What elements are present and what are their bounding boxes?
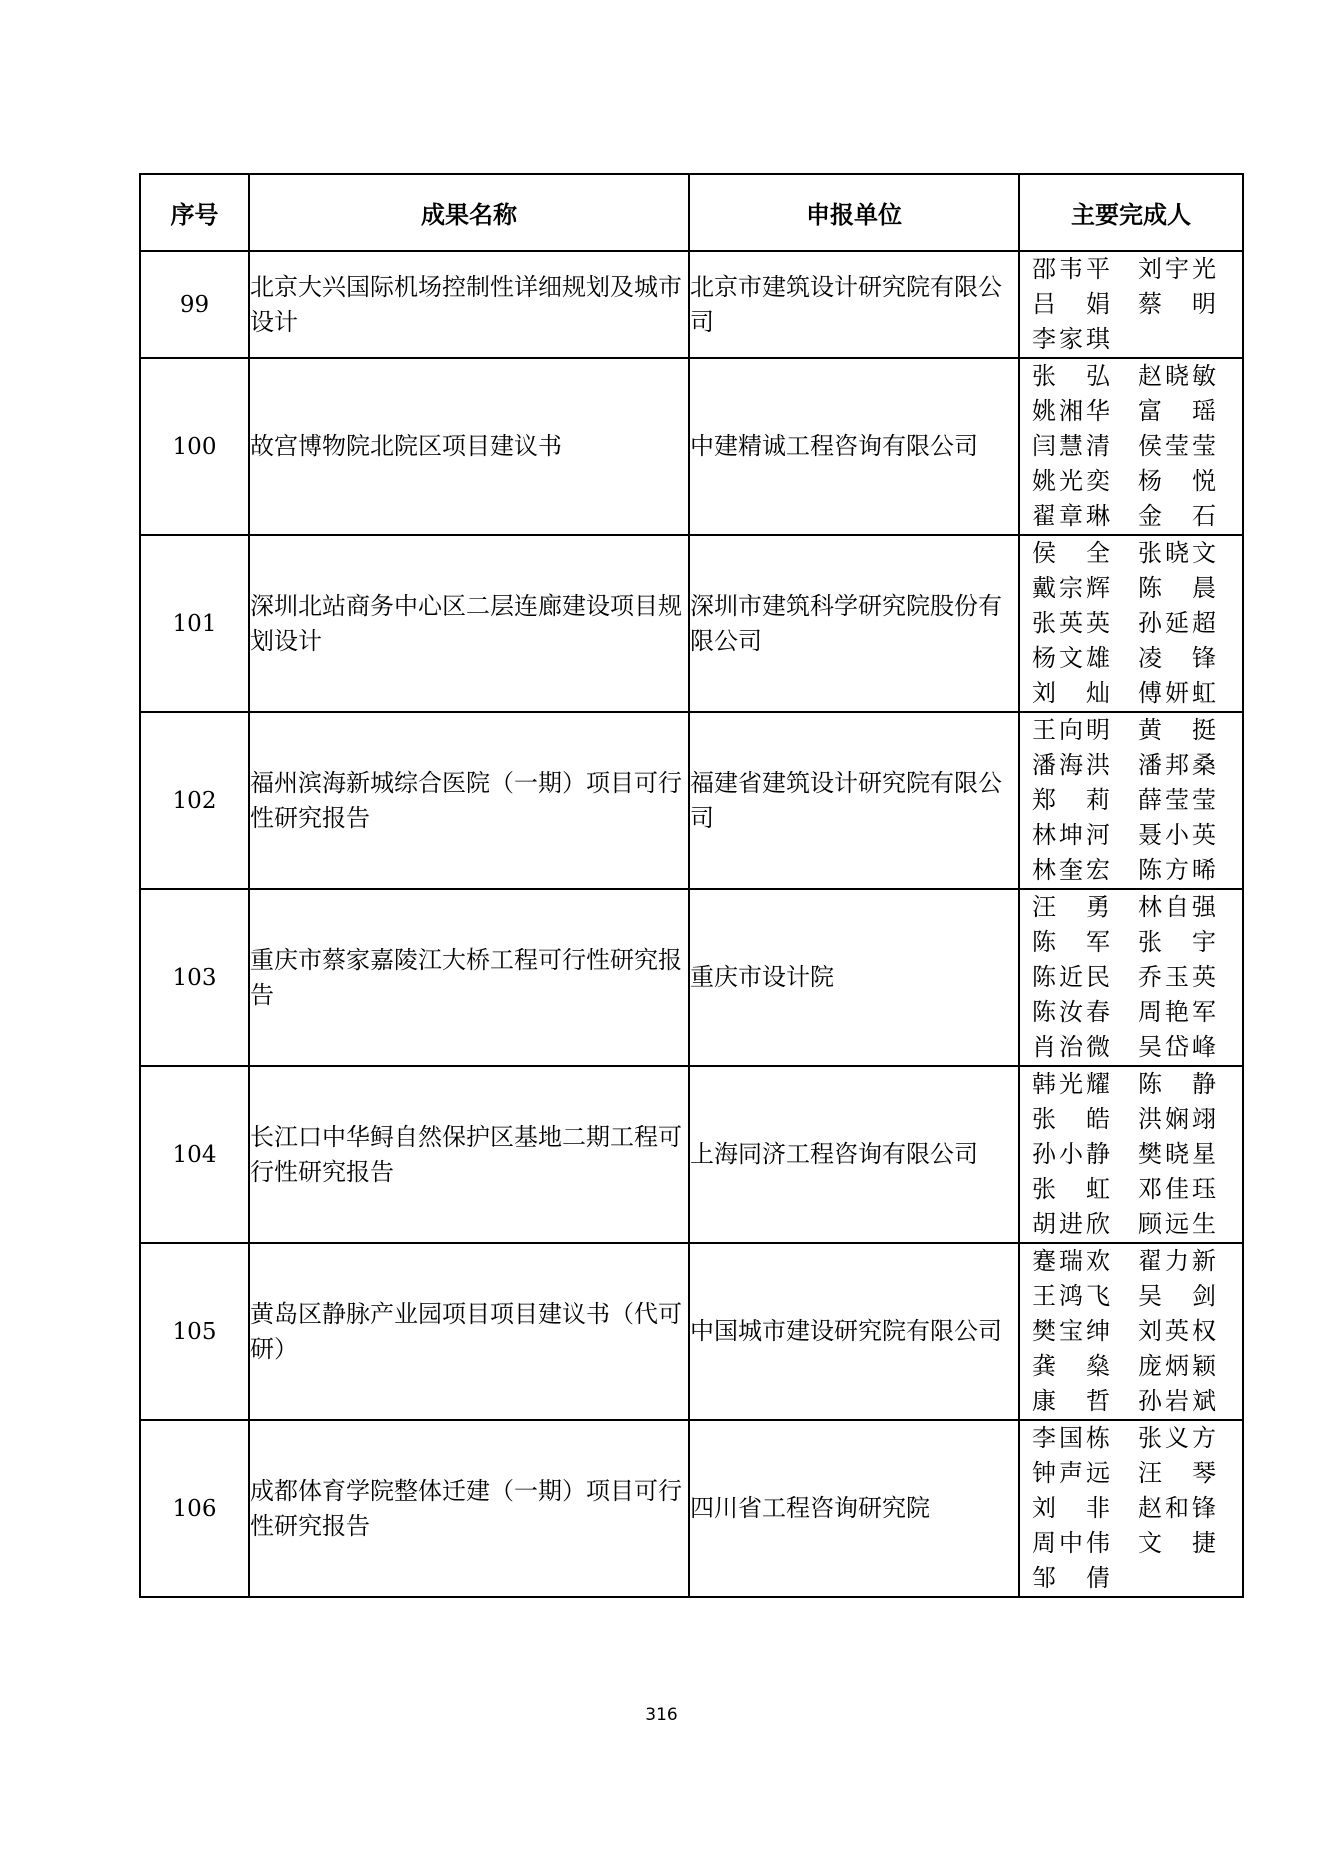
contributor-name: 陈方晞 bbox=[1138, 856, 1216, 884]
contributor-name: 邵韦平 bbox=[1032, 255, 1110, 283]
table-row bbox=[140, 1066, 1243, 1243]
contributor-name: 刘灿 bbox=[1032, 679, 1110, 707]
contributor-name: 孙小静 bbox=[1032, 1140, 1110, 1168]
contributor-name: 邹倩 bbox=[1032, 1564, 1110, 1592]
contributor-name: 潘海洪 bbox=[1032, 751, 1110, 779]
contributor-line bbox=[1020, 1172, 1242, 1207]
contributor-name: 刘非 bbox=[1032, 1494, 1110, 1522]
contributor-name: 王向明 bbox=[1032, 716, 1110, 744]
contributor-name: 金石 bbox=[1138, 502, 1216, 530]
contributor-name: 富瑶 bbox=[1138, 397, 1216, 425]
page-number: 316 bbox=[645, 1705, 678, 1725]
contributor-line bbox=[1020, 1207, 1242, 1242]
contributor-name: 陈汝春 bbox=[1032, 998, 1110, 1026]
contributor-name: 韩光耀 bbox=[1032, 1070, 1110, 1098]
contributor-line bbox=[1020, 1137, 1242, 1172]
contributor-name: 张弘 bbox=[1032, 362, 1110, 390]
contributor-name: 汪琴 bbox=[1138, 1459, 1216, 1487]
contributor-line bbox=[1020, 1244, 1242, 1279]
table-row bbox=[140, 358, 1243, 535]
contributor-line bbox=[1020, 1491, 1242, 1526]
contributor-name: 孙延超 bbox=[1138, 609, 1216, 637]
row-result-name: 福州滨海新城综合医院（一期）项目可行性研究报告 bbox=[249, 712, 689, 889]
table-row bbox=[140, 889, 1243, 1066]
contributor-line bbox=[1020, 571, 1242, 606]
contributor-line bbox=[1020, 960, 1242, 995]
contributor-name: 顾远生 bbox=[1138, 1210, 1216, 1238]
contributor-name: 蔡明 bbox=[1138, 290, 1216, 318]
row-serial: 106 bbox=[140, 1420, 249, 1597]
contributor-line bbox=[1020, 853, 1242, 888]
row-serial: 99 bbox=[140, 251, 249, 358]
row-contributors bbox=[1019, 1066, 1243, 1243]
contributor-line bbox=[1020, 713, 1242, 748]
contributor-line bbox=[1020, 394, 1242, 429]
contributor-name: 张英英 bbox=[1032, 609, 1110, 637]
contributor-name: 李家琪 bbox=[1032, 325, 1110, 353]
table-row bbox=[140, 535, 1243, 712]
contributor-line bbox=[1020, 606, 1242, 641]
contributor-line bbox=[1020, 890, 1242, 925]
contributor-name: 郑莉 bbox=[1032, 786, 1110, 814]
row-applicant-unit: 福建省建筑设计研究院有限公司 bbox=[689, 712, 1019, 889]
contributor-line bbox=[1020, 1421, 1242, 1456]
contributor-line bbox=[1020, 1279, 1242, 1314]
contributor-name: 王鸿飞 bbox=[1032, 1282, 1110, 1310]
contributor-name: 陈军 bbox=[1032, 928, 1110, 956]
row-serial: 103 bbox=[140, 889, 249, 1066]
contributor-name: 周艳军 bbox=[1138, 998, 1216, 1026]
row-result-name: 深圳北站商务中心区二层连廊建设项目规划设计 bbox=[249, 535, 689, 712]
header-applicant-unit: 申报单位 bbox=[689, 174, 1019, 251]
contributor-line bbox=[1020, 429, 1242, 464]
contributor-name: 邓佳珏 bbox=[1138, 1175, 1216, 1203]
row-result-name: 重庆市蔡家嘉陵江大桥工程可行性研究报告 bbox=[249, 889, 689, 1066]
table-row bbox=[140, 1243, 1243, 1420]
contributor-name: 刘英权 bbox=[1138, 1317, 1216, 1345]
contributor-line bbox=[1020, 252, 1242, 287]
contributor-line bbox=[1020, 748, 1242, 783]
contributor-line bbox=[1020, 287, 1242, 322]
contributor-line bbox=[1020, 641, 1242, 676]
contributor-name: 陈晨 bbox=[1138, 574, 1216, 602]
contributor-name: 肖治微 bbox=[1032, 1033, 1110, 1061]
row-result-name: 长江口中华鲟自然保护区基地二期工程可行性研究报告 bbox=[249, 1066, 689, 1243]
contributor-name: 庞炳颖 bbox=[1138, 1352, 1216, 1380]
row-result-name: 黄岛区静脉产业园项目项目建议书（代可研） bbox=[249, 1243, 689, 1420]
contributor-name: 聂小英 bbox=[1138, 821, 1216, 849]
table-row bbox=[140, 1420, 1243, 1597]
contributor-name: 林坤河 bbox=[1032, 821, 1110, 849]
row-result-name: 北京大兴国际机场控制性详细规划及城市设计 bbox=[249, 251, 689, 358]
contributor-name: 张义方 bbox=[1138, 1424, 1216, 1452]
row-contributors bbox=[1019, 535, 1243, 712]
contributor-name: 姚光奕 bbox=[1032, 467, 1110, 495]
row-applicant-unit: 上海同济工程咨询有限公司 bbox=[689, 1066, 1019, 1243]
contributor-name: 张晓文 bbox=[1138, 539, 1216, 567]
row-serial: 102 bbox=[140, 712, 249, 889]
table-header-row bbox=[140, 174, 1243, 251]
row-contributors bbox=[1019, 1243, 1243, 1420]
row-applicant-unit: 中国城市建设研究院有限公司 bbox=[689, 1243, 1019, 1420]
contributor-name: 吴岱峰 bbox=[1138, 1033, 1216, 1061]
row-contributors bbox=[1019, 712, 1243, 889]
row-applicant-unit: 深圳市建筑科学研究院股份有限公司 bbox=[689, 535, 1019, 712]
header-result-name: 成果名称 bbox=[249, 174, 689, 251]
header-serial: 序号 bbox=[140, 174, 249, 251]
contributor-name: 张宇 bbox=[1138, 928, 1216, 956]
contributor-name: 陈近民 bbox=[1032, 963, 1110, 991]
row-serial: 100 bbox=[140, 358, 249, 535]
contributor-line bbox=[1020, 1384, 1242, 1419]
contributor-name: 孙岩斌 bbox=[1138, 1387, 1216, 1415]
contributor-name: 姚湘华 bbox=[1032, 397, 1110, 425]
table-row bbox=[140, 712, 1243, 889]
contributor-name: 汪勇 bbox=[1032, 893, 1110, 921]
contributor-line bbox=[1020, 818, 1242, 853]
row-applicant-unit: 重庆市设计院 bbox=[689, 889, 1019, 1066]
row-applicant-unit: 中建精诚工程咨询有限公司 bbox=[689, 358, 1019, 535]
contributor-line bbox=[1020, 1349, 1242, 1384]
contributor-name: 潘邦桑 bbox=[1138, 751, 1216, 779]
contributor-name: 刘宇光 bbox=[1138, 255, 1216, 283]
contributor-name: 杨悦 bbox=[1138, 467, 1216, 495]
contributor-line bbox=[1020, 1314, 1242, 1349]
contributor-line bbox=[1020, 464, 1242, 499]
contributor-name: 傅妍虹 bbox=[1138, 679, 1216, 707]
contributor-line bbox=[1020, 322, 1242, 357]
contributor-name: 康哲 bbox=[1032, 1387, 1110, 1415]
contributor-name: 龚燊 bbox=[1032, 1352, 1110, 1380]
contributor-name: 张虹 bbox=[1032, 1175, 1110, 1203]
contributor-line bbox=[1020, 499, 1242, 534]
row-applicant-unit: 四川省工程咨询研究院 bbox=[689, 1420, 1019, 1597]
results-table bbox=[139, 173, 1244, 1598]
row-result-name: 成都体育学院整体迁建（一期）项目可行性研究报告 bbox=[249, 1420, 689, 1597]
contributor-name: 吕娟 bbox=[1032, 290, 1110, 318]
row-contributors bbox=[1019, 1420, 1243, 1597]
contributor-name: 林自强 bbox=[1138, 893, 1216, 921]
contributor-line bbox=[1020, 995, 1242, 1030]
contributor-name: 文捷 bbox=[1138, 1529, 1216, 1557]
row-applicant-unit: 北京市建筑设计研究院有限公司 bbox=[689, 251, 1019, 358]
contributor-name: 张皓 bbox=[1032, 1105, 1110, 1133]
contributor-line bbox=[1020, 1456, 1242, 1491]
contributor-name: 周中伟 bbox=[1032, 1529, 1110, 1557]
contributor-name: 洪娴翊 bbox=[1138, 1105, 1216, 1133]
row-contributors bbox=[1019, 889, 1243, 1066]
contributor-name: 陈静 bbox=[1138, 1070, 1216, 1098]
contributor-line bbox=[1020, 1561, 1242, 1596]
contributor-name bbox=[1138, 322, 1216, 357]
contributor-name: 樊宝绅 bbox=[1032, 1317, 1110, 1345]
contributor-name: 胡进欣 bbox=[1032, 1210, 1110, 1238]
contributor-name: 吴剑 bbox=[1138, 1282, 1216, 1310]
row-result-name: 故宫博物院北院区项目建议书 bbox=[249, 358, 689, 535]
contributor-line bbox=[1020, 783, 1242, 818]
contributor-name: 钟声远 bbox=[1032, 1459, 1110, 1487]
contributor-name: 蹇瑞欢 bbox=[1032, 1247, 1110, 1275]
contributor-line bbox=[1020, 925, 1242, 960]
contributor-name: 赵晓敏 bbox=[1138, 362, 1216, 390]
contributor-name: 翟力新 bbox=[1138, 1247, 1216, 1275]
row-contributors bbox=[1019, 358, 1243, 535]
row-contributors bbox=[1019, 251, 1243, 358]
contributor-name: 黄挺 bbox=[1138, 716, 1216, 744]
contributor-name: 侯全 bbox=[1032, 539, 1110, 567]
contributor-name: 薛莹莹 bbox=[1138, 786, 1216, 814]
contributor-name: 凌锋 bbox=[1138, 644, 1216, 672]
contributor-name: 侯莹莹 bbox=[1138, 432, 1216, 460]
contributor-name: 乔玉英 bbox=[1138, 963, 1216, 991]
contributor-name: 李国栋 bbox=[1032, 1424, 1110, 1452]
contributor-line bbox=[1020, 1030, 1242, 1065]
row-serial: 101 bbox=[140, 535, 249, 712]
contributor-line bbox=[1020, 359, 1242, 394]
contributor-line bbox=[1020, 676, 1242, 711]
contributor-name: 杨文雄 bbox=[1032, 644, 1110, 672]
row-serial: 105 bbox=[140, 1243, 249, 1420]
contributor-name: 翟章琳 bbox=[1032, 502, 1110, 530]
contributor-line bbox=[1020, 1526, 1242, 1561]
contributor-name bbox=[1138, 1561, 1216, 1596]
contributor-name: 闫慧清 bbox=[1032, 432, 1110, 460]
contributor-name: 赵和锋 bbox=[1138, 1494, 1216, 1522]
table-row bbox=[140, 251, 1243, 358]
contributor-line bbox=[1020, 1067, 1242, 1102]
contributor-name: 戴宗辉 bbox=[1032, 574, 1110, 602]
contributor-line bbox=[1020, 536, 1242, 571]
contributor-line bbox=[1020, 1102, 1242, 1137]
contributor-name: 樊晓星 bbox=[1138, 1140, 1216, 1168]
header-main-contributors: 主要完成人 bbox=[1019, 174, 1243, 251]
contributor-name: 林奎宏 bbox=[1032, 856, 1110, 884]
row-serial: 104 bbox=[140, 1066, 249, 1243]
